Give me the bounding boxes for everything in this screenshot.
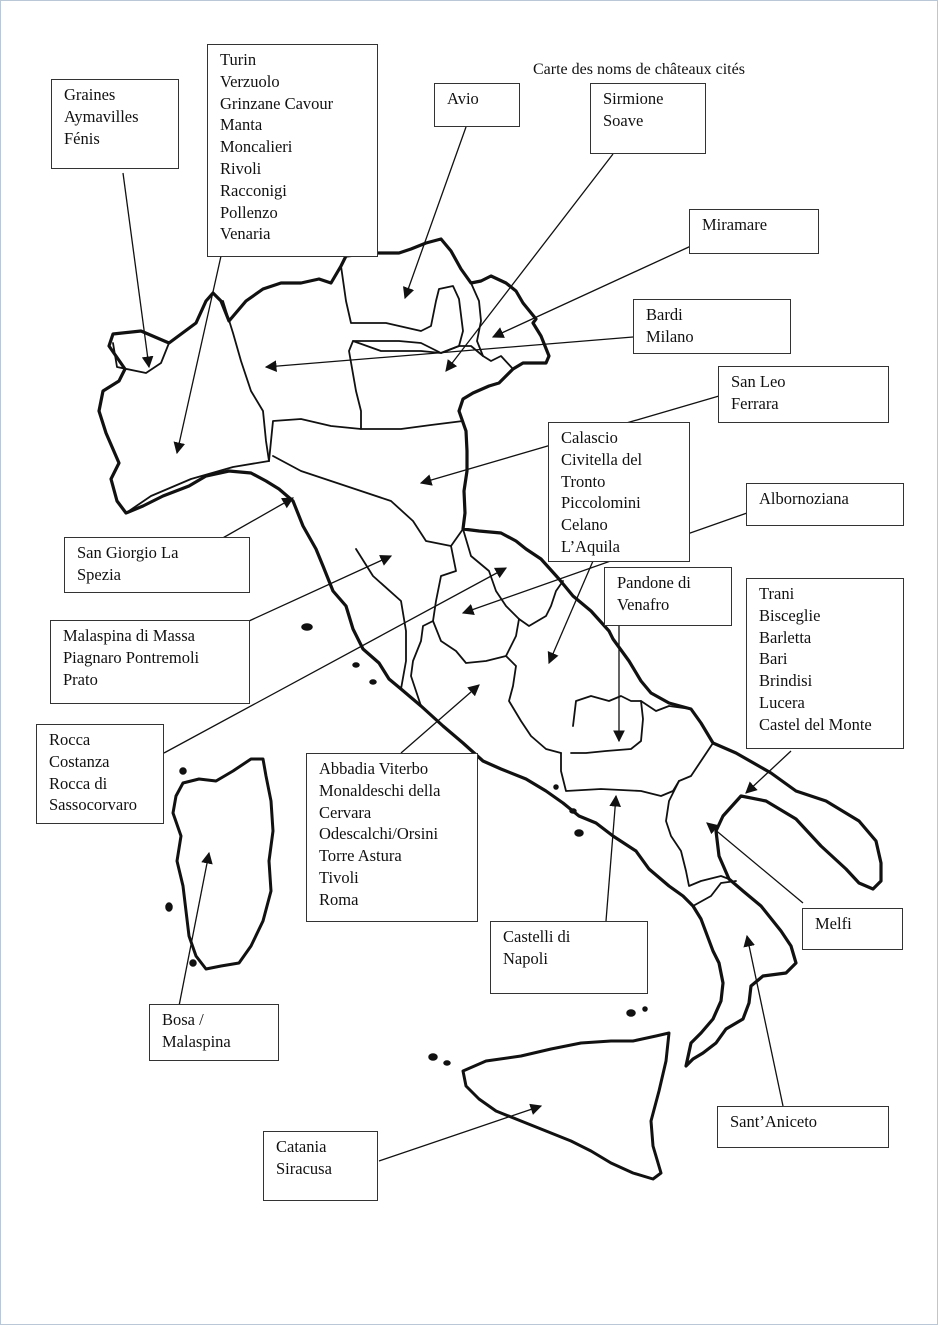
label-line: Sirmione [603, 89, 664, 108]
label-abruzzo [548, 422, 690, 562]
arrow-calabria [747, 936, 783, 1106]
arrow-sicilia [379, 1106, 541, 1161]
label-line: Civitella del [561, 449, 643, 469]
label-marche [36, 724, 164, 824]
label-line: Moncalieri [220, 137, 293, 157]
label-veneto [590, 83, 706, 154]
label-sardegna [149, 1004, 279, 1061]
label-lombardia [633, 299, 791, 354]
label-line: Rocca di [49, 773, 108, 793]
border-molise [571, 696, 643, 753]
label-line: Siracusa [276, 1158, 332, 1178]
label-line: Torre Astura [319, 846, 402, 866]
label-line: Trani [759, 584, 795, 603]
label-line: Napoli [503, 948, 548, 968]
label-line: Cervara [319, 802, 372, 822]
label-sicilia [263, 1131, 378, 1201]
label-molise [604, 567, 732, 626]
label-line: Rivoli [220, 158, 262, 178]
label-emilia [718, 366, 889, 423]
label-liguria [64, 537, 250, 593]
label-line: Sant’Aniceto [730, 1112, 818, 1131]
label-line: Castel del Monte [759, 714, 872, 734]
label-line: Racconigi [220, 180, 287, 200]
label-trentino [434, 83, 520, 127]
label-line: Abbadia Viterbo [319, 759, 429, 778]
sardinia-outline [173, 759, 273, 969]
label-line: Milano [646, 326, 694, 346]
border-valle-aosta [113, 343, 169, 373]
border-lazio-abruzzo [411, 621, 433, 706]
label-line: Brindisi [759, 671, 813, 691]
label-line: San Leo [731, 372, 786, 391]
label-line: Monaldeschi della [319, 780, 441, 800]
label-line: Barletta [759, 627, 812, 647]
label-line: Bisceglie [759, 605, 821, 625]
label-line: Bardi [646, 305, 683, 324]
label-line: Turin [220, 50, 257, 69]
label-line: L’Aquila [561, 536, 620, 556]
label-line: Rocca [49, 730, 91, 749]
label-line: Ferrara [731, 393, 779, 413]
label-line: Fénis [64, 128, 100, 148]
label-line: Piagnaro Pontremoli [63, 647, 200, 667]
border-abruzzo-marche [519, 581, 563, 626]
label-line: Castelli di [503, 927, 571, 946]
border-marche-umbria [433, 529, 519, 663]
label-line: Celano [561, 515, 608, 535]
border-toscana-emilia [273, 456, 463, 546]
border-lombardia-trentino [341, 266, 463, 429]
label-line: Manta [220, 115, 263, 135]
label-line: Piccolomini [561, 493, 641, 513]
label-line: Roma [319, 889, 359, 909]
label-line: Avio [447, 89, 479, 108]
map-title: Carte des noms de châteaux cités [533, 61, 745, 78]
label-line: Malaspina di Massa [63, 626, 195, 645]
border-lombardia-emilia [269, 419, 463, 461]
arrow-sardegna [179, 853, 209, 1006]
arrow-trentino [405, 127, 466, 298]
arrow-campania [606, 796, 616, 921]
label-line: Soave [603, 110, 644, 130]
label-line: Prato [63, 669, 98, 689]
label-piemonte [207, 44, 378, 257]
label-friuli [689, 209, 819, 254]
arrow-lombardia [266, 337, 633, 367]
label-line: Venafro [617, 594, 670, 614]
label-line: Bosa / [162, 1010, 204, 1029]
label-line: Pollenzo [220, 202, 278, 222]
arrow-piemonte [177, 256, 221, 453]
label-line: Pandone di [617, 573, 691, 592]
arrow-lazio [401, 685, 479, 753]
sicily-outline [463, 1033, 669, 1179]
label-line: Graines [64, 85, 116, 104]
label-lazio [306, 753, 478, 922]
label-line: Catania [276, 1137, 327, 1156]
label-umbria [746, 483, 904, 526]
border-abruzzo-lazio-south [506, 656, 561, 753]
label-line: Calascio [561, 428, 618, 447]
label-line: Venaria [220, 224, 271, 244]
label-line: Albornoziana [759, 489, 849, 508]
label-valdaosta [51, 79, 179, 169]
arrow-valdaosta [123, 173, 149, 367]
label-line: Melfi [815, 914, 852, 933]
border-veneto-friuli [471, 283, 513, 369]
label-line: Sassocorvaro [49, 795, 137, 815]
arrow-puglia [746, 751, 791, 793]
label-line: Costanza [49, 751, 110, 771]
label-calabria [717, 1106, 889, 1148]
border-campania [561, 743, 713, 796]
label-line: Aymavilles [64, 106, 139, 126]
label-line: Malaspina [162, 1031, 231, 1051]
border-piemonte-lombardia [223, 301, 269, 461]
label-campania [490, 921, 648, 994]
label-toscana [50, 620, 250, 704]
label-line: Odescalchi/Orsini [319, 824, 439, 844]
label-line: San Giorgio La [77, 543, 179, 562]
label-puglia [746, 578, 904, 749]
label-line: Miramare [702, 215, 768, 234]
border-calabria [693, 881, 736, 906]
label-line: Tronto [561, 471, 606, 491]
label-line: Verzuolo [220, 71, 280, 91]
label-basilicata [802, 908, 903, 950]
arrow-liguria [221, 498, 293, 539]
arrow-toscana [249, 556, 391, 621]
label-line: Tivoli [319, 867, 359, 887]
label-line: Grinzane Cavour [220, 93, 334, 113]
label-line: Bari [759, 649, 788, 669]
label-line: Lucera [759, 692, 805, 712]
arrow-veneto [446, 154, 613, 371]
label-line: Spezia [77, 564, 121, 584]
